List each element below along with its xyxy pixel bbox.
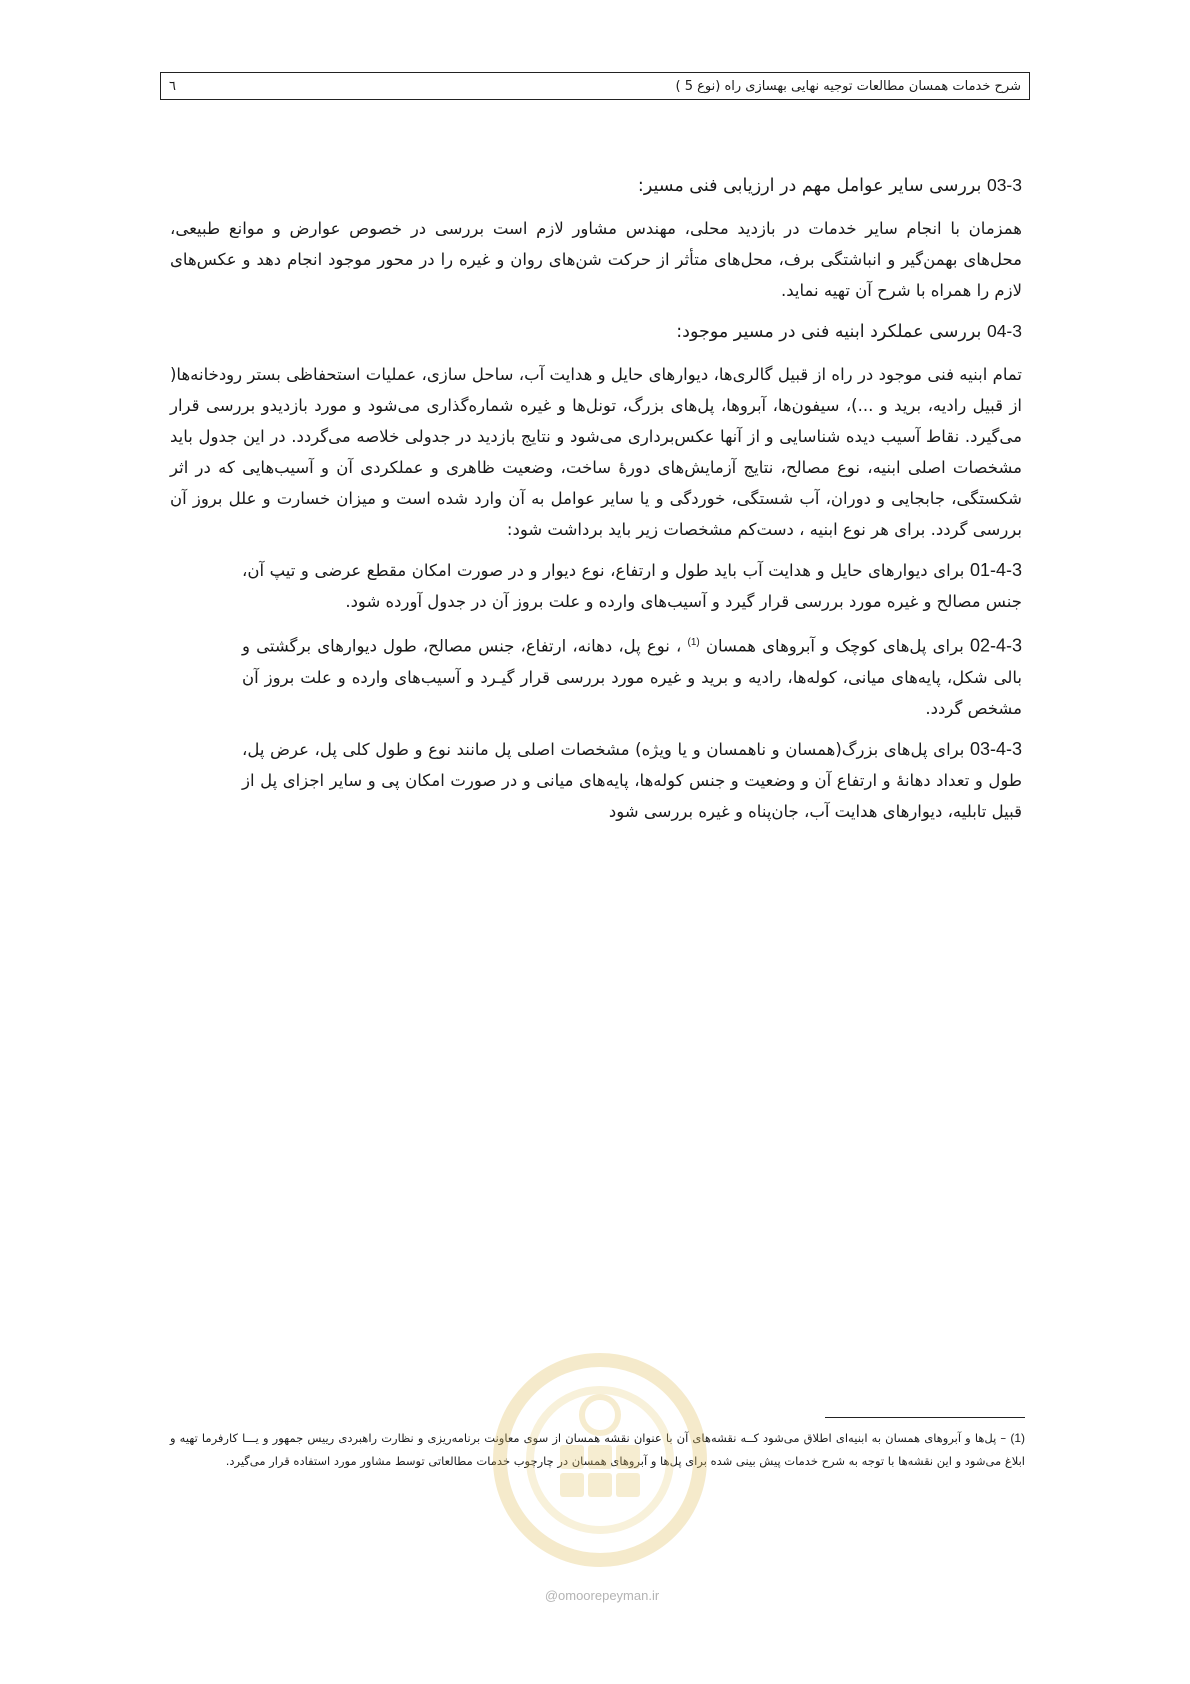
subitem-text: برای دیوارهای حایل و هدایت آب باید طول و ارتفاع، نوع دیوار و در صورت امکان مقطع عرضی و تیپ آن، جنس مصالح و غیره مورد بررسی قرار گیرد و آسیب‌های وارده و علت بروز آن در جدول آورده شود.: [242, 561, 1022, 611]
section-heading: [170, 170, 1022, 202]
section-number: 04-3: [986, 321, 1022, 341]
section-paragraph: همزمان با انجام سایر خدمات در بازدید محلی، مهندس مشاور لازم است بررسی در خصوص عوارض و موانع طبیعی، محل‌های بهمن‌گیر و انباشتگی برف، محل‌های متأثر از حرکت شن‌های روان و غیره را در محور موجود انجام دهد و عکس‌های لازم را همراه با شرح آن تهیه نماید.: [170, 219, 1022, 300]
subitem: [242, 627, 1022, 724]
page-header: [160, 72, 1030, 100]
subitem-text-continued: ، نوع پل، دهانه، ارتفاع، جنس مصالح، طول دیوارهای برگشتی و بالی شکل، پایه‌های میانی، کوله‌ها، رادیه و برید و غیره مورد بررسی قرار گیـرد و آسیب‌های وارده و علت بروز آن مشخص گردد.: [242, 636, 1022, 718]
subitem-number: 01-4-3: [969, 560, 1023, 580]
page-number: ٦: [169, 78, 176, 94]
section-title: بررسی عملکرد ابنیه فنی در مسیر موجود:: [676, 322, 982, 342]
section-paragraph: تمام ابنیه فنی موجود در راه از قبیل گالری‌ها، دیوارهای حایل و هدایت آب، ساحل سازی، عملیات استحفاظی بستر رودخانه‌ها( از قبیل رادیه، برید و ...)، سیفون‌ها، آبروها، پل‌های بزرگ، تونل‌ها و غیره شماره‌گذاری می‌شود و مورد بازدیدو بررسی قرار می‌گیرد. نقاط آسیب دیده شناسایی و از آنها عکس‌برداری می‌شود و نتایج بازدید در جدولی خلاصه می‌گردد. در این جدول باید مشخصات اصلی ابنیه، نوع مصالح، نتایج آزمایش‌های دورهٔ ساخت، وضعیت ظاهری و عملکردی آن و آسیب‌هایی که در اثر شکستگی، جابجایی و دوران، آب شستگی، خوردگی و یا سایر عوامل به آن وارد شده است و میزان خسارت و علل بروز آن بررسی گردد. برای هر نوع ابنیه ، دست‌کم مشخصات زیر باید برداشت شود:: [170, 365, 1022, 539]
subitem-number: 03-4-3: [969, 738, 1023, 759]
footnote-id: (1): [1010, 1431, 1025, 1445]
footnote-text: – پل‌ها و آبروهای همسان به ابنیه‌ای اطلاق می‌شود کــه نقشه‌های آن با عنوان نقشه همسان از سوی معاونت برنامه‌ریزی و نظارت راهبردی رییس جمهور و یـــا کارفرما تهیه و ابلاغ می‌شود و این نقشه‌ها با توجه به شرح خدمات پیش بینی شده برای پل‌ها و آبروهای همسان در چارچوب خدمات مطالعاتی توسط مشاور مورد استفاده قرار می‌گیرد.: [170, 1431, 1025, 1468]
footnote: [170, 1427, 1025, 1473]
section-heading: [170, 316, 1022, 348]
subitem: [242, 734, 1022, 827]
watermark-url: @omoorepeyman.ir: [544, 1588, 660, 1603]
subitem-text: برای پل‌های کوچک و آبروهای همسان: [705, 636, 964, 656]
subitem-text: برای پل‌های بزرگ(همسان و ناهمسان و یا ویژه) مشخصات اصلی پل مانند نوع و طول کلی پل، عرض پل، طول و تعداد دهانهٔ و ارتفاع آن و وضعیت و جنس کوله‌ها، پایه‌های میانی و در صورت امکان پی و سایر اجزای پل از قبیل تابلیه، دیوارهای هدایت آب، جان‌پناه و غیره بررسی شود: [242, 739, 1022, 821]
footnote-reference[interactable]: (1): [687, 637, 700, 648]
document-body: [170, 170, 1022, 837]
footnote-separator: [825, 1417, 1025, 1418]
at-icon: @: [544, 1588, 559, 1603]
subitem: [242, 555, 1022, 617]
section-title: بررسی سایر عوامل مهم در ارزیابی فنی مسیر:: [637, 176, 982, 196]
header-title: شرح خدمات همسان مطالعات توجیه نهایی بهسازی راه (نوع 5 ): [675, 78, 1021, 94]
subitem-number: 02-4-3: [969, 635, 1023, 656]
section-number: 03-3: [986, 175, 1022, 195]
